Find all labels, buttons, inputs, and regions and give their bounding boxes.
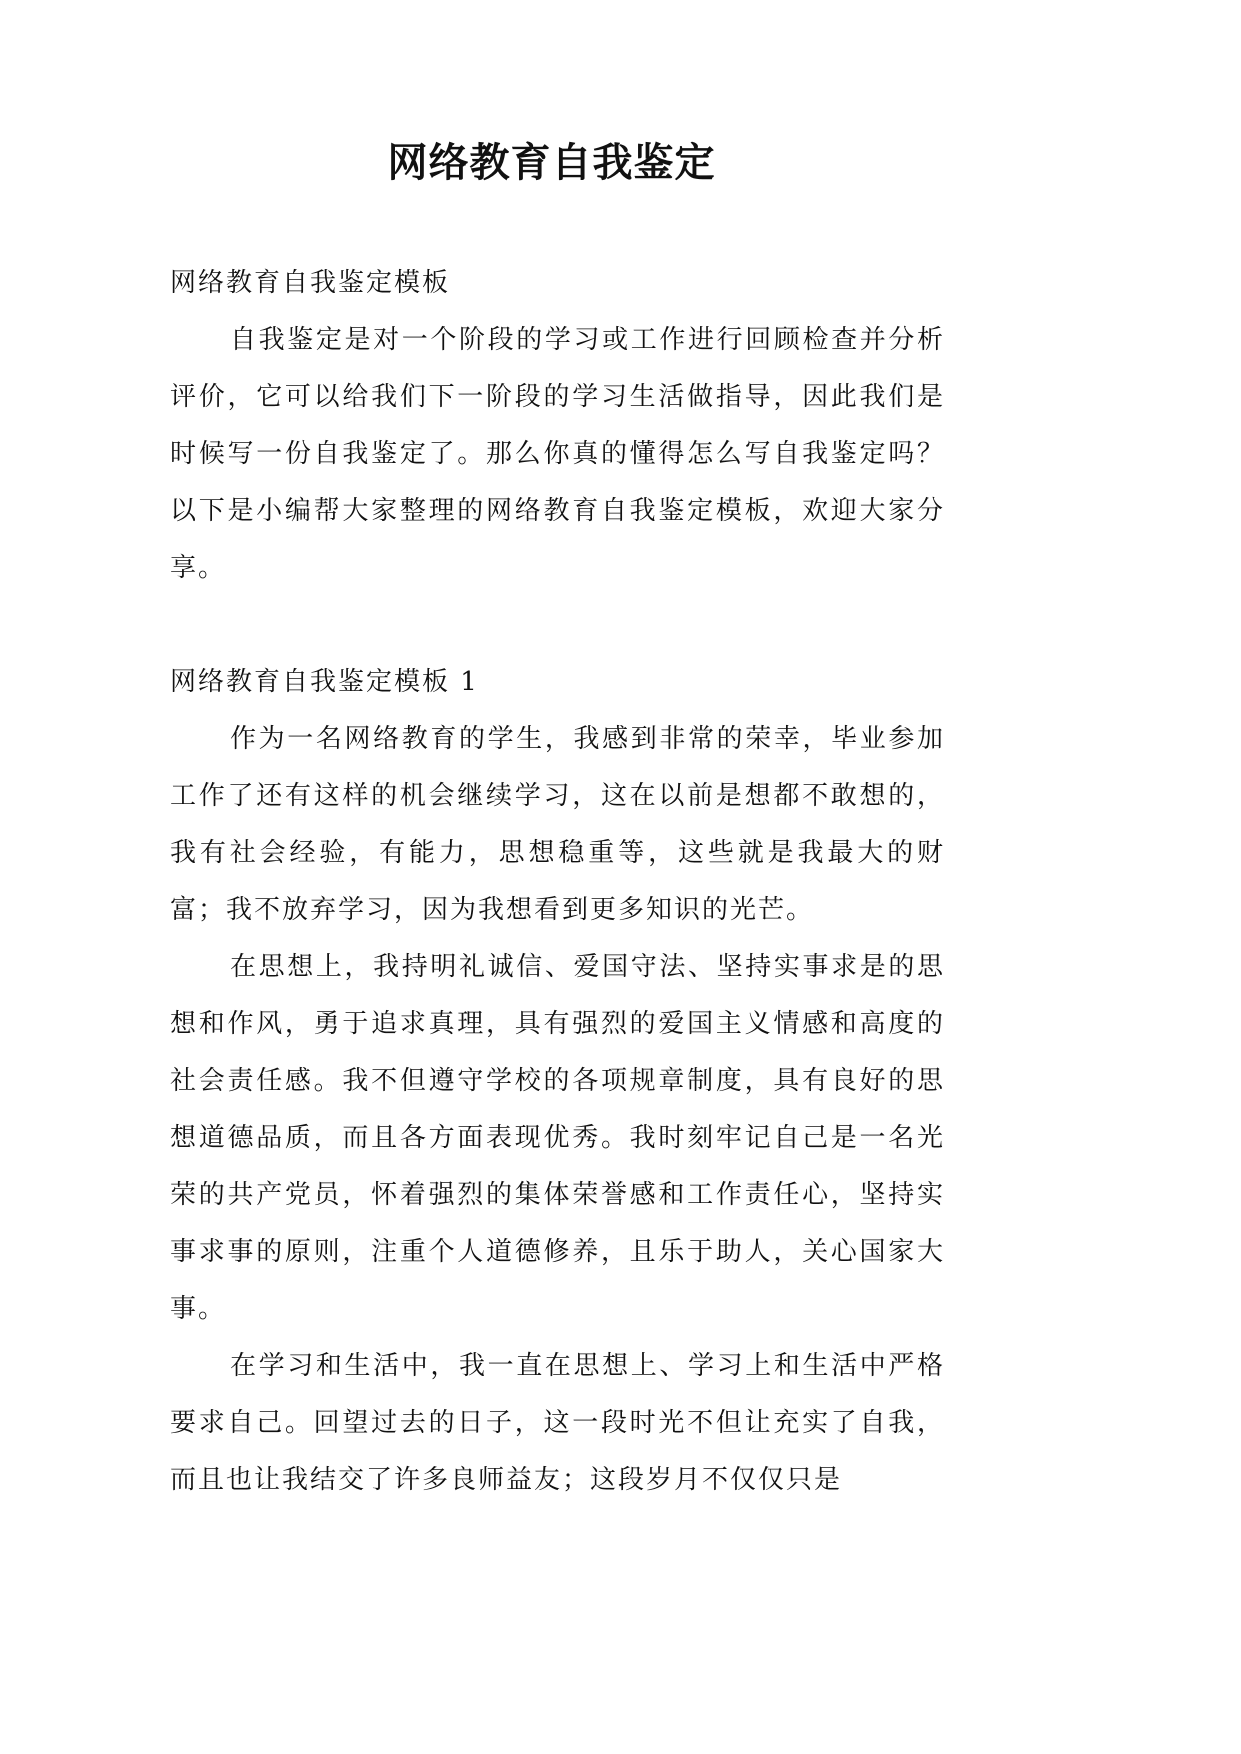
paragraph-spacer [170,597,945,654]
body-paragraph-1: 作为一名网络教育的学生，我感到非常的荣幸，毕业参加工作了还有这样的机会继续学习，这在以前是想都不敢想的，我有社会经验，有能力，思想稳重等，这些就是我最大的财富；我不放弃学习，因为我想看到更多知识的光芒。 [170,724,945,925]
document-body [170,255,945,1509]
body-paragraph-2: 在思想上，我持明礼诚信、爱国守法、坚持实事求是的思想和作风，勇于追求真理，具有强烈的爱国主义情感和高度的社会责任感。我不但遵守学校的各项规章制度，具有良好的思想道德品质，而且各方面表现优秀。我时刻牢记自己是一名光荣的共产党员，怀着强烈的集体荣誉感和工作责任心，坚持实事求事的原则，注重个人道德修养，且乐于助人，关心国家大事。 [170,952,945,1324]
intro-paragraph: 自我鉴定是对一个阶段的学习或工作进行回顾检查并分析评价，它可以给我们下一阶段的学习生活做指导，因此我们是时候写一份自我鉴定了。那么你真的懂得怎么写自我鉴定吗？以下是小编帮大家整理的网络教育自我鉴定模板，欢迎大家分享。 [170,325,945,583]
body-paragraph-3: 在学习和生活中，我一直在思想上、学习上和生活中严格要求自己。回望过去的日子，这一段时光不但让充实了自我，而且也让我结交了许多良师益友；这段岁月不仅仅只是 [170,1351,945,1495]
section-heading: 网络教育自我鉴定模板 1 [170,667,479,697]
intro-heading: 网络教育自我鉴定模板 [170,268,451,298]
document-title: 网络教育自我鉴定 [387,140,716,186]
